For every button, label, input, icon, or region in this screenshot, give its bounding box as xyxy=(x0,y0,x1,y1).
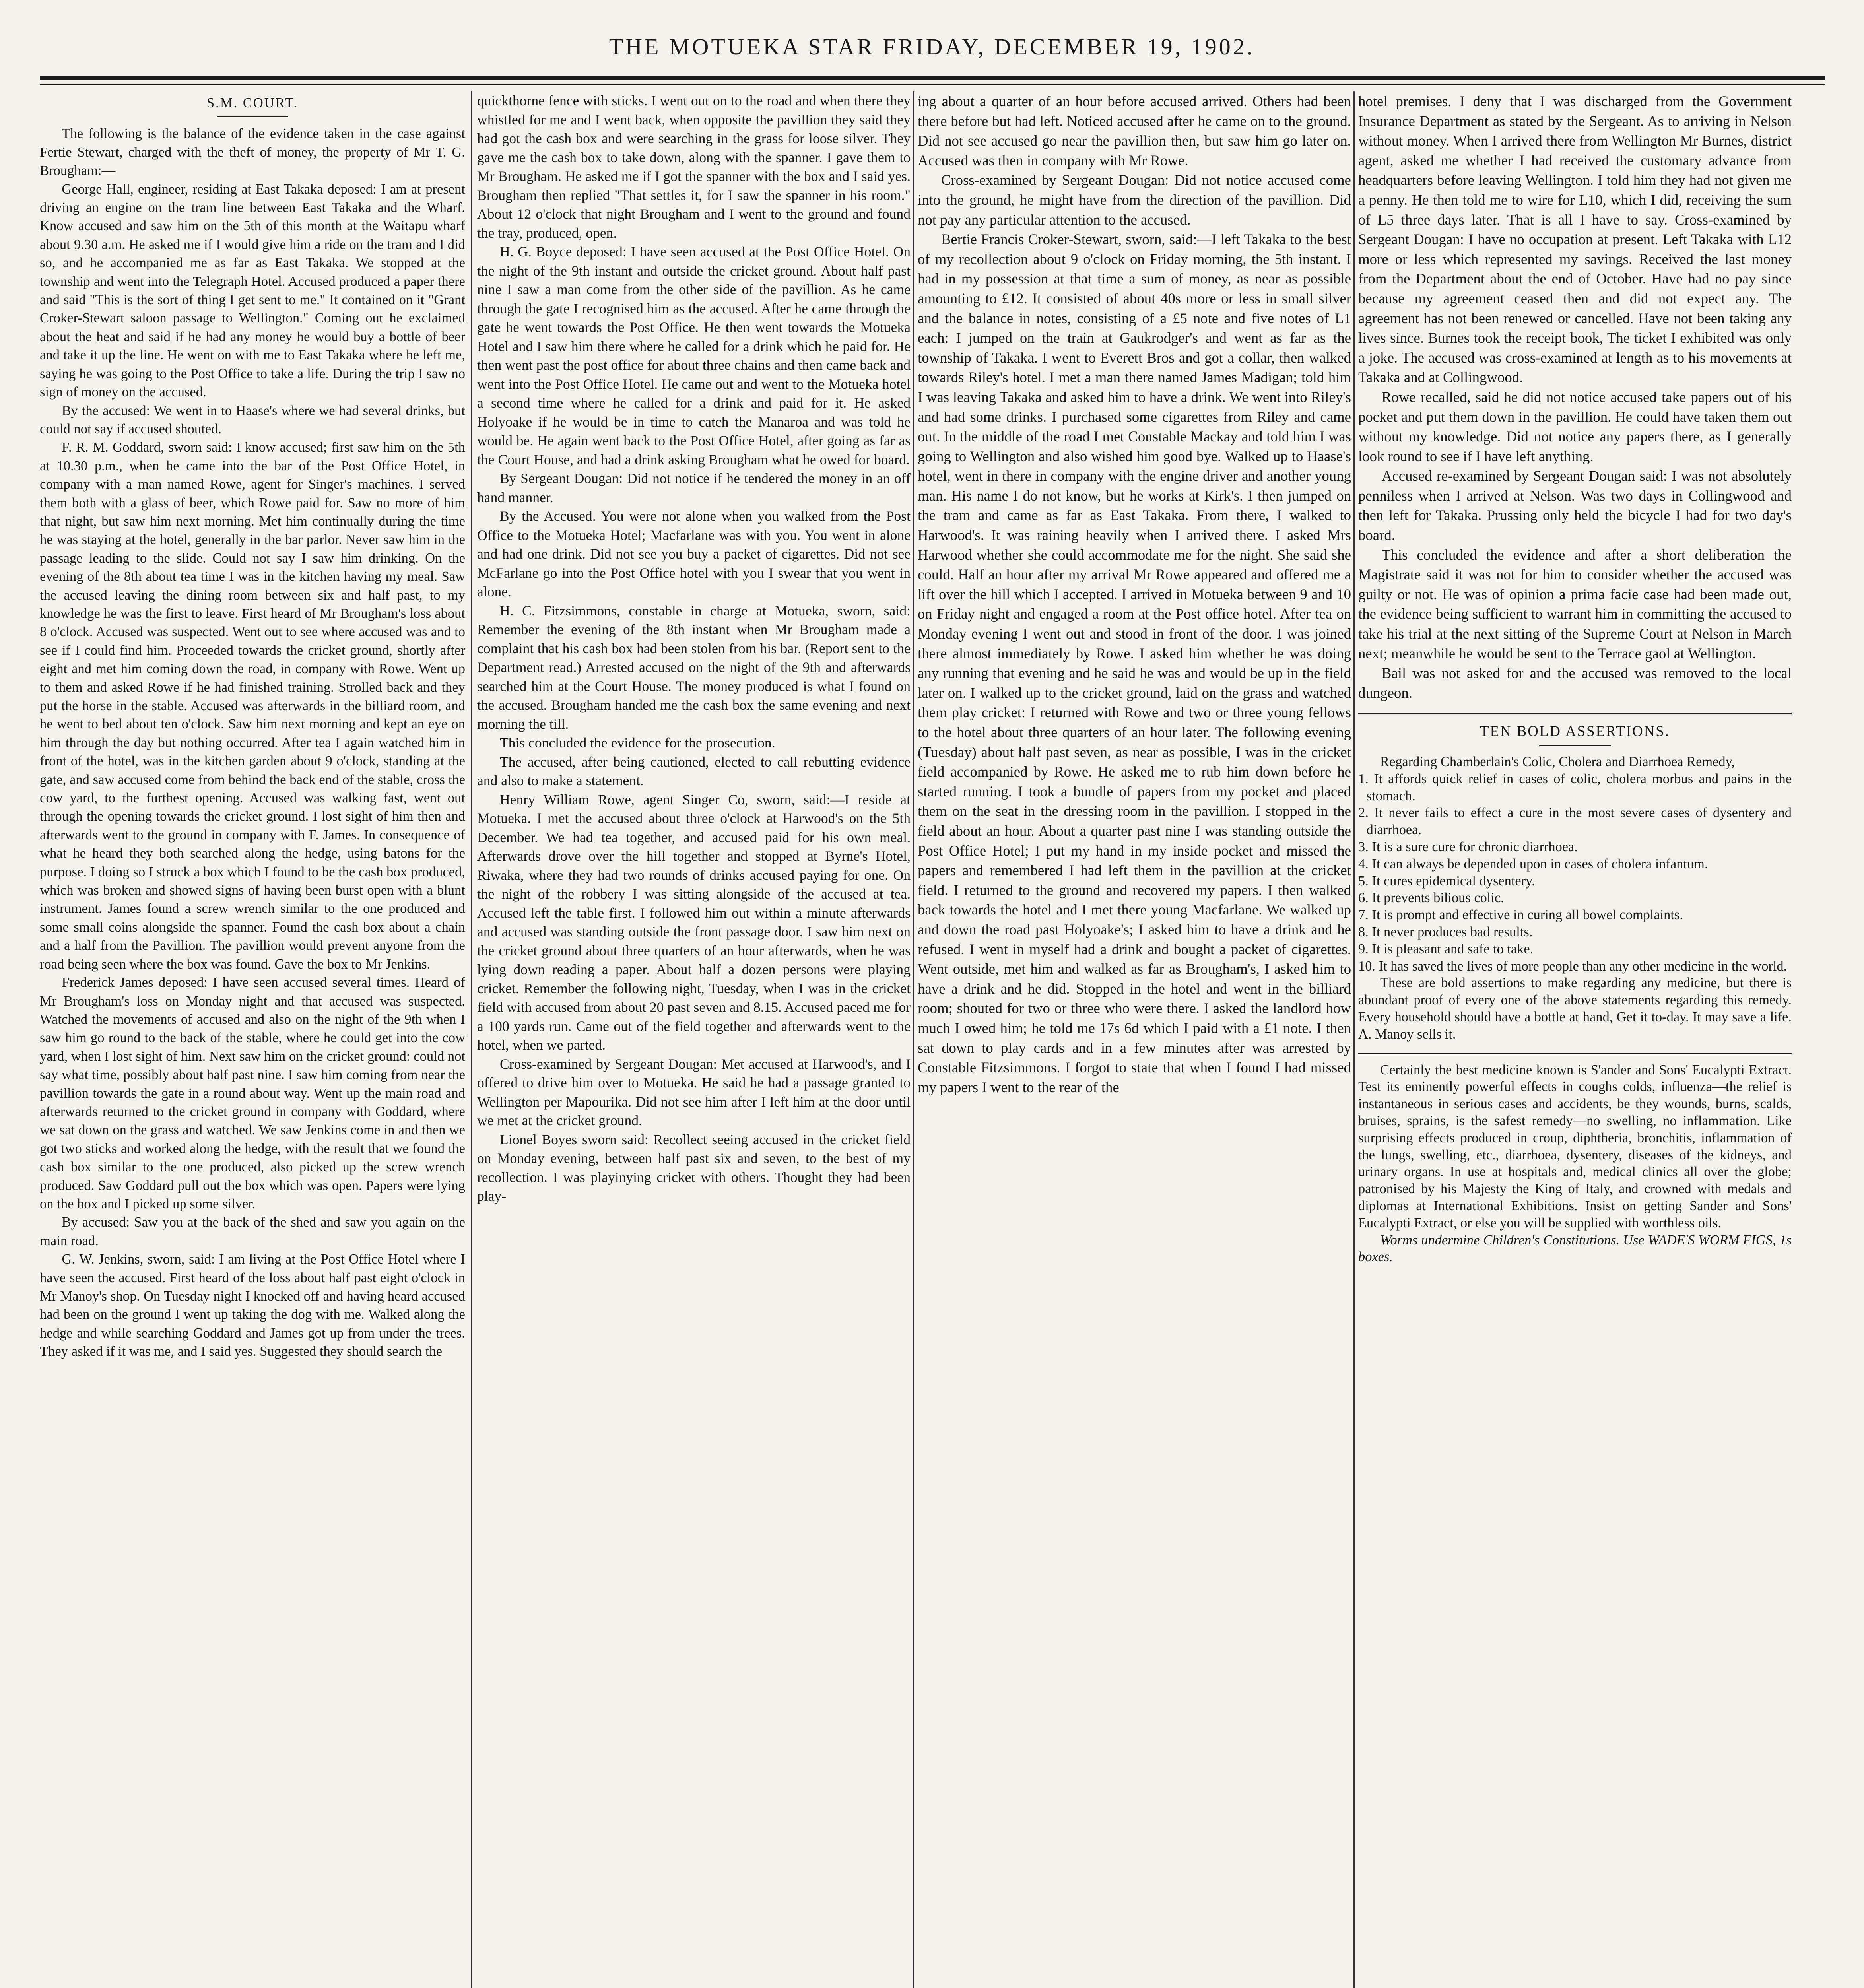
ad-worm-figs: Worms undermine Children's Constitutions. Use WADE'S WORM FIGS, 1s boxes. xyxy=(1358,1232,1792,1265)
paragraph: This concluded the evidence and after a short deliberation the Magistrate said it was not for him to consider whether the accused was guilty or not. He was of opinion a prima facie case had been made out, the evidence being sufficient to warrant him in committing the accused to take his trial at the next sitting of the Supreme Court at Nelson in March next; meanwhile he would be sent to the Terrace gaol at Wellington. xyxy=(1358,546,1792,662)
paragraph: George Hall, engineer, residing at East Takaka deposed: I am at present driving an engine on the tram line between East Takaka and the Wharf. Know accused and saw him on the 5th of this month at the Waitapu wharf about 9.30 a.m. He asked me if I would give him a ride on the tram and I did so, and he accompanied me as far as East Takaka. We stopped at the township and went into the Telegraph Hotel. Accused produced a paper there and said "This is the sort of thing I get sent to me." It contained on it "Grant Croker-Stewart saloon passage to Wellington." Coming out he exclaimed about the heat and said if he had any money he would buy a bottle of beer and take it up the line. He went on with me to East Takaka where he left me, saying he was going to the Post Office to take a life. During the trip I saw no sign of money on the accused. xyxy=(40,181,465,400)
advertisement-chamberlain xyxy=(1358,753,1792,1043)
masthead-rule-thin xyxy=(40,84,1825,85)
section-heading: S.M. COURT. xyxy=(206,95,299,111)
paragraph: Henry William Rowe, agent Singer Co, sworn, said:—I reside at Motueka. I met the accused about three o'clock at Harwood's on the 5th December. We had tea together, and accused paid for his own meal. Afterwards drove over the hill together and stopped at Byrne's Hotel, Riwaka, where they had two rounds of drinks accused paying for one. On the night of the robbery I was sitting alongside of the accused at tea. Accused left the table first. I followed him out within a minute afterwards and accused was standing outside the front passage door. I saw him next on the cricket ground about three quarters of an hour afterwards, when he was lying down reading a paper. About half a dozen persons were playing cricket. Remember the following night, Tuesday, when I was in the cricket field with accused from about 20 past seven and 8.15. Accused paced me for a 100 yards run. Came out of the field together and afterwards went to the hotel, when we parted. xyxy=(477,791,911,1053)
paragraph: Bail was not asked for and the accused was removed to the local dungeon. xyxy=(1358,665,1792,701)
ad-item: 3. It is a sure cure for chronic diarrhoea. xyxy=(1358,839,1578,854)
paragraph: By the Accused. You were not alone when you walked from the Post Office to the Motueka Hotel; Macfarlane was with you. You went in alone and had one drink. Did not see you buy a packet of cigarettes. Did not see McFarlane go into the Post Office hotel with you I swear that you went in alone. xyxy=(477,508,911,600)
paragraph: H. C. Fitzsimmons, constable in charge at Motueka, sworn, said: Remember the evening of the 8th instant when Mr Brougham made a complaint that his cash box had been stolen from his bar. (Report sent to the Department read.) Arrested accused on the night of the 9th and afterwards searched him at the Court House. The money produced is what I found on the accused. Brougham handed me the cash box the same evening and next morning the till. xyxy=(477,602,911,732)
ad-item: 9. It is pleasant and safe to take. xyxy=(1358,941,1534,957)
paragraph: The following is the balance of the evidence taken in the case against Fertie Stewart, charged with the theft of money, the property of Mr T. G. Brougham:— xyxy=(40,126,465,179)
column-divider xyxy=(913,91,914,1988)
masthead: THE MOTUEKA STAR FRIDAY, DECEMBER 19, 1902. xyxy=(609,34,1255,60)
paragraph: quickthorne fence with sticks. I went out on to the road and when there they whistled for me and I went back, when opposite the pavillion they said they had got the cash box and were searching in the grass for loose silver. They gave me the cash box to take down, along with the spanner. I gave them to Mr Brougham. He asked me if I got the spanner with the box and I said yes. Brougham then replied "That settles it, for I saw the spanner in his room." About 12 o'clock that night Brougham and I went to the ground and found the tray, produced, open. xyxy=(477,93,911,241)
paragraph: Cross-examined by Sergeant Dougan: Did not notice accused come into the ground, he might have from the direction of the pavillion. Did not pay any particular attention to the accused. xyxy=(918,172,1351,228)
paragraph: Bertie Francis Croker-Stewart, sworn, said:—I left Takaka to the best of my recollection about 9 o'clock on Friday morning, the 5th instant. I had in my possession at that time a sum of money, as near as possible amounting to £12. It consisted of about 40s more or less in small silver and the balance in notes, consisting of a £5 note and five notes of L1 each: I jumped on the train at Gaukrodger's and went as far as the township of Takaka. I went to Everett Bros and got a collar, then walked towards Riley's hotel. I met a man there named James Madigan; told him I was leaving Takaka and asked him to have a drink. We went into Riley's and had some drinks. I purchased some cigarettes from Riley and came out. In the middle of the road I met Constable Mackay and told him I was going to Wellington and also wished him good bye. Walked up to Haase's hotel, went in there in company with the engine driver and another young man. His name I do not know, but he works at Kirk's. I then jumped on the tram and came as far as East Takaka. From there, I walked to Harwood's. It was raining heavily when I arrived there. I asked Mrs Harwood whether she could accommodate me for the night. She said she could. Half an hour after my arrival Mr Rowe appeared and offered me a lift over the hill which I accepted. I arrived in Motueka between 9 and 10 on Friday night and engaged a room at the Post office hotel. After tea on Monday evening I went out and stood in front of the door. I was joined there almost immediately by Rowe. I asked him whether he was doing any running that evening and he said he was and would be up in the field later on. I walked up to the cricket ground, laid on the grass and watched them play cricket: I returned with Rowe and two or three young fellows to the hotel about three quarters of an hour later. The following evening (Tuesday) about half past seven, as near as possible, I was in the cricket field accompanied by Rowe. He asked me to rub him down before he started running. I took a bundle of papers from my pocket and placed them on the seat in the dressing room in the pavillion. I stopped in the field about an hour. About a quarter past nine I was standing outside the Post Office Hotel; I put my hand in my inside pocket and missed the papers and remembered I had left them in the pavillion at the cricket field. I returned to the ground and recovered my papers. I then walked back towards the hotel and I met there young Macfarlane. We walked up and down the road past Holyoake's; I asked him to have a drink and he refused. I went in myself had a drink and bought a packet of cigarettes. Went outside, met him and walked as far as Brougham's, I asked him to have a drink and he did. Stopped in the hotel and went in the billiard room; shouted for two or three who were there. I asked the landlord how much I owed him; he told me 17s 6d which I paid with a £1 note. I then sat down to play cards and in a few minutes after was arrested by Constable Fitzsimmons. I forgot to state that when I found I had missed my papers I went to the rear of the xyxy=(918,231,1351,1095)
column-1 xyxy=(40,91,465,1988)
ad-item: 4. It can always be depended upon in cases of cholera infantum. xyxy=(1358,856,1708,872)
section-rule xyxy=(1358,1053,1792,1054)
column-divider xyxy=(471,91,472,1988)
paragraph: By accused: Saw you at the back of the shed and saw you again on the main road. xyxy=(40,1215,465,1248)
masthead-rule xyxy=(40,76,1825,80)
paragraph: ing about a quarter of an hour before accused arrived. Others had been there before but had left. Noticed accused after he came on to the ground. Did not see accused go near the pavillion then, but saw him go later on. Accused was then in company with Mr Rowe. xyxy=(918,93,1351,169)
column-divider xyxy=(1353,91,1355,1988)
paragraph: Lionel Boyes sworn said: Recollect seeing accused in the cricket field on Monday evening, between half past six and seven, to the best of my recollection. I was playinying cricket with others. Thought they had been play- xyxy=(477,1131,911,1204)
ad-text: Certainly the best medicine known is S'ander and Sons' Eucalypti Extract. Test its eminently powerful effects in coughs colds, influenza—the relief is instantaneous in serious cases and accidents, be they wounds, burns, scalds, bruises, sprains, is the safest remedy—no swelling, no inflammation. Like surprising effects produced in croup, diphtheria, bronchitis, inflammation of the lungs, swelling, etc., diarrhoea, dysentery, diseases of the kidneys, and urinary organs. In use at hospitals and, medical clinics all over the globe; patronised by his Majesty the King of Italy, and crowned with medals and diplomas at International Exhibitions. Insist on getting Sander and Sons' Eucalypti Extract, or else you will be supplied with worthless oils. xyxy=(1358,1062,1792,1231)
paragraph: H. G. Boyce deposed: I have seen accused at the Post Office Hotel. On the night of the 9th instant and outside the cricket ground. About half past nine I saw a man come from the other side of the pavillion. As he came through the gate I recognised him as the accused. After he came through the gate he went towards the Post Office. He then went towards the Motueka Hotel and I saw him there where he called for a drink which he paid for. He then went past the post office for about three chains and then came back and went into the Post Office Hotel. He came out and went to the Motueka hotel a second time where he called for a drink and paid for it. He asked Holyoake if he would be in time to catch the Manaroa and was told he would be. He again went back to the Post Office Hotel, after going as far as the Court House, and had a drink asking Brougham what he owed for board. xyxy=(477,244,911,468)
column-4 xyxy=(1358,91,1792,1988)
paragraph: G. W. Jenkins, sworn, said: I am living at the Post Office Hotel where I have seen the accused. First heard of the loss about half past eight o'clock in Mr Manoy's shop. On Tuesday night I knocked off and having heard accused had been on the ground I went up taking the dog with me. Walked along the hedge and while searching Goddard and James got up from under the trees. They asked if it was me, and I said yes. Suggested they should search the xyxy=(40,1252,465,1359)
paragraph: The accused, after being cautioned, elected to call rebutting evidence and also to make a statement. xyxy=(477,753,911,788)
section-rule xyxy=(1358,713,1792,714)
column-2 xyxy=(477,91,911,1988)
paragraph: Frederick James deposed: I have seen accused several times. Heard of Mr Brougham's loss on Monday night and that accused was suspected. Watched the movements of accused and also on the night of the 9th when I saw him go round to the back of the stable, where he could get into the cow yard, when I lost sight of him. Next saw him on the cricket ground: could not say what time, possibly about half past nine. I saw him coming from near the pavillion towards the gate in a round about way. Went up the main road and afterwards returned to the cricket ground in company with Goddard, where we sat down on the grass and watched. We saw Jenkins come in and then we got two sticks and worked along the hedge, with the result that we found the cash box similar to the one produced, also picked up the screw wrench produced. Saw Goddard pull out the box which was open. Papers were lying on the box and I picked up some silver. xyxy=(40,975,465,1211)
paragraph: This concluded the evidence for the prosecution. xyxy=(499,735,775,751)
advertisement-eucalypti xyxy=(1358,1062,1792,1266)
paragraph: By the accused: We went in to Haase's where we had several drinks, but could not say if accused shouted. xyxy=(40,403,465,437)
ad-item: 2. It never fails to effect a cure in the most severe cases of dysentery and diarrhoea. xyxy=(1358,805,1792,838)
heading-rule xyxy=(217,116,288,117)
paragraph: Cross-examined by Sergeant Dougan: Met accused at Harwood's, and I offered to drive him over to Motueka. He said he had a passage granted to Wellington per Mapourika. Did not see him after I left him at the door until we met at the cricket ground. xyxy=(477,1056,911,1128)
ad-heading: TEN BOLD ASSERTIONS. xyxy=(1480,723,1670,740)
heading-rule xyxy=(1539,745,1611,746)
ad-item: 1. It affords quick relief in cases of colic, cholera morbus and pains in the stomach. xyxy=(1358,771,1792,804)
paragraph: Accused re-examined by Sergeant Dougan said: I was not absolutely penniless when I arrived at Nelson. Was two days in Collingwood and then left for Takaka. Prussing only held the bicycle I had for two day's board. xyxy=(1358,468,1792,544)
paragraph: Rowe recalled, said he did not notice accused take papers out of his pocket and put them down in the pavillion. He could have taken them out without my knowledge. Did not notice any papers there, as I generally look round to see if I have left anything. xyxy=(1358,388,1792,464)
ad-item: 5. It cures epidemical dysentery. xyxy=(1358,873,1535,889)
paragraph: hotel premises. I deny that I was discharged from the Government Insurance Department as stated by the Sergeant. As to arriving in Nelson without money. When I arrived there from Wellington Mr Burnes, district agent, asked me whether I had received the customary advance from headquarters before leaving Wellington. I told him they had not given me a penny. He then told me to wire for L10, which I did, receiving the sum of L5 three days later. That is all I have to say. Cross-examined by Sergeant Dougan: I have no occupation at present. Left Takaka with L12 more or less which represented my savings. Received the last money from the Department about the end of October. Have had no pay since because my agreement ceased then and did not expect any. The agreement has not been renewed or cancelled. Have not been taking any lives since. Burnes took the receipt book, The ticket I exhibited was only a joke. The accused was cross-examined at length as to his movements at Takaka and at Collingwood. xyxy=(1358,93,1792,386)
ad-item: 10. It has saved the lives of more people than any other medicine in the world. xyxy=(1358,958,1787,974)
paragraph: F. R. M. Goddard, sworn said: I know accused; first saw him on the 5th at 10.30 p.m., when he came into the bar of the Post Office Hotel, in company with a man named Rowe, agent for Singer's machines. I served them both with a glass of beer, which Rowe paid for. Saw no more of him that night, but saw him next morning. Met him continually during the time he was staying at the hotel, generally in the bar parlor. Never saw him in the passage leading to the slide. Could not say I saw him drinking. On the evening of the 8th about tea time I was in the kitchen having my meal. Saw the accused leaving the dining room between six and half past, to my knowledge he was the first to leave. First heard of Mr Brougham's loss about 8 o'clock. Accused was suspected. Went out to see where accused was and to see if I could find him. Proceeded towards the cricket ground, shortly after eight and met him coming down the road, in company with Rowe. Went up to them and asked Rowe if he had finished training. Strolled back and they put the horse in the stable. Accused was afterwards in the billiard room, and he went to bed about ten o'clock. Saw him next morning and kept an eye on him through the day but nothing occurred. After tea I again watched him in front of the hotel, was in the kitchen garden about 9 o'clock, standing at the gate, and saw accused come from behind the back end of the stable, cross the cow yard, to the furthest opening. Accused was walking fast, went out through the opening towards the cricket ground. I lost sight of him then and afterwards went to the ground in company with F. James. In consequence of what he heard they both searched along the hedge, using batons for the purpose. I doing so I struck a box which I found to be the cash box produced, which was broken and showed signs of having been burst open with a blunt instrument. James found a screw wrench similar to the one produced and some small coins alongside the spanner. Found the cash box about a chain and a half from the Pavillion. The pavillion would prevent anyone from the road being seen where the box was found. Gave the box to Mr Jenkins. xyxy=(40,440,465,972)
ad-item: 6. It prevents bilious colic. xyxy=(1358,890,1504,906)
column-3 xyxy=(918,91,1351,1988)
ad-intro: Regarding Chamberlain's Colic, Cholera and Diarrhoea Remedy, xyxy=(1380,754,1735,769)
ad-item: 7. It is prompt and effective in curing all bowel complaints. xyxy=(1358,907,1683,923)
ad-closing: These are bold assertions to make regarding any medicine, but there is abundant proof of every one of the above statements regarding this remedy. Every household should have a bottle at hand, Get it to-day. It may save a life. A. Manoy sells it. xyxy=(1358,975,1792,1042)
ad-item: 8. It never produces bad results. xyxy=(1358,924,1533,940)
paragraph: By Sergeant Dougan: Did not notice if he tendered the money in an off hand manner. xyxy=(477,470,911,505)
